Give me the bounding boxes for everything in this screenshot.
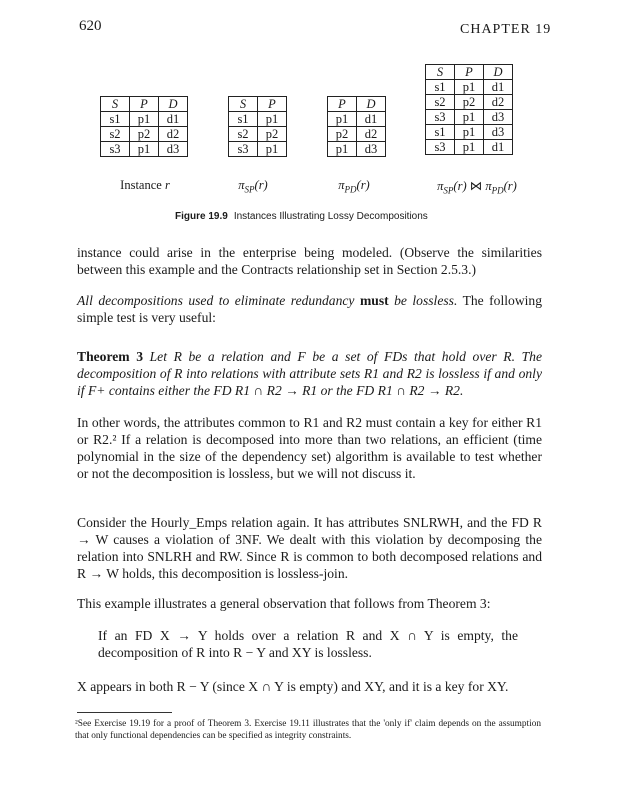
paragraph-2-emph-c: be lossless. [394,293,458,308]
table-cell: d1 [159,112,188,127]
paragraph-4: Consider the Hourly_Emps relation again. It has attributes SNLRWH, and the FD R → W causes a violation of 3NF. We dealt with this violation by decomposing the relation into SNLRH and RW. Since R is common to both decomposed relations and R → W holds, this decomposition is lossless-join. [77,515,542,581]
table-cell: p2 [258,127,287,142]
column-header: D [159,97,188,112]
caption-projection-pd: $\pi_{PD}(r)$ [338,178,370,195]
table-cell: p1 [258,112,287,127]
paragraph-7: X appears in both R − Y (since X ∩ Y is empty) and XY, and it is a key for XY. [77,679,509,694]
table-cell: p1 [455,125,484,140]
table-row [328,142,386,157]
table-cell: p2 [455,95,484,110]
table-cell: p1 [455,80,484,95]
table-header-row [426,65,513,80]
table-projection-sp [228,96,287,157]
column-header: S [101,97,130,112]
table-cell: d2 [159,127,188,142]
table-cell: s2 [426,95,455,110]
column-header: P [455,65,484,80]
table-cell: s3 [101,142,130,157]
table-cell: s2 [229,127,258,142]
footnote-rule [77,712,172,713]
table-cell: p1 [328,142,357,157]
figure-caption-text: Instances Illustrating Lossy Decompositions [233,211,428,222]
column-header: S [229,97,258,112]
table-instance-r [100,96,188,157]
table-projection-pd [327,96,386,157]
table-row [101,127,188,142]
table-row [229,142,287,157]
table-cell: d1 [484,80,513,95]
column-header: P [130,97,159,112]
column-header: D [484,65,513,80]
table-header-row [101,97,188,112]
table-cell: d3 [159,142,188,157]
chapter-heading: CHAPTER 19 [460,22,552,37]
table-cell: s3 [426,110,455,125]
table-cell: s3 [229,142,258,157]
table-row [229,112,287,127]
table-cell: d1 [357,112,386,127]
table-row [426,110,513,125]
figure-label: Figure 19.9 [175,211,228,222]
column-header: P [328,97,357,112]
paragraph-2-emph-a: All decompositions used to eliminate redundancy [77,293,355,308]
paragraph-1: instance could arise in the enterprise being modeled. (Observe the similarities between this example and the Contracts relationship set in Section 2.5.3.) [77,245,542,277]
theorem-3 [77,348,542,399]
table-row [101,142,188,157]
table-row [426,125,513,140]
table-row [229,127,287,142]
page-number: 620 [79,18,102,34]
column-header: D [357,97,386,112]
table-row [328,112,386,127]
table-cell: p1 [130,142,159,157]
table-header-row [229,97,287,112]
paragraph-3: In other words, the attributes common to R1 and R2 must contain a key for either R1 or R2.² If a relation is decomposed into more than two relations, an efficient (time polynomial in the size of the dependency set) algorithm is available to test whether or not the decomposition is lossless, but we will not discuss it. [77,415,542,481]
table-cell: p1 [258,142,287,157]
footnote: ²See Exercise 19.19 for a proof of Theorem 3. Exercise 19.11 illustrates that the 'only if' claim depends on the assumption that only functional dependencies can be specified as integrity constraints. [75,719,541,741]
table-row [426,140,513,155]
table-row [426,80,513,95]
paragraph-2 [77,292,542,326]
table-cell: p1 [130,112,159,127]
paragraph-2-rest: The following simple test is very useful: [77,293,543,325]
caption-instance-r: Instance r [120,178,170,192]
table-natural-join [425,64,513,155]
caption-natural-join: $\pi_{SP}(r)$ ⋈ $\pi_{PD}(r)$ [437,179,517,196]
theorem-body: Let R be a relation and F be a set of FDs that hold over R. The decomposition of R into relations with attribute sets R1 and R2 is lossless if and only if F+ contains either the FD R1 ∩ R2 → R1 or the FD R1 ∩ R2 → R2. [77,349,542,398]
table-cell: d3 [357,142,386,157]
column-header: P [258,97,287,112]
table-cell: p1 [455,140,484,155]
table-cell: s1 [101,112,130,127]
column-header: S [426,65,455,80]
figure-caption [175,211,428,222]
table-cell: s1 [229,112,258,127]
table-cell: p1 [328,112,357,127]
table-cell: s2 [101,127,130,142]
caption-projection-sp: $\pi_{SP}(r)$ [238,178,268,195]
table-cell: d3 [484,125,513,140]
table-cell: p2 [328,127,357,142]
theorem-label: Theorem 3 [77,349,143,364]
table-cell: s1 [426,125,455,140]
table-cell: d1 [484,140,513,155]
table-cell: p1 [455,110,484,125]
table-cell: d2 [357,127,386,142]
table-header-row [328,97,386,112]
paragraph-2-must: must [359,293,389,308]
paragraph-5: This example illustrates a general observation that follows from Theorem 3: [77,596,491,611]
table-row [101,112,188,127]
observation: If an FD X → Y holds over a relation R and X ∩ Y is empty, the decomposition of R into R − Y and XY is lossless. [98,628,518,660]
table-cell: p2 [130,127,159,142]
table-cell: s1 [426,80,455,95]
table-row [426,95,513,110]
table-cell: d3 [484,110,513,125]
table-cell: s3 [426,140,455,155]
table-cell: d2 [484,95,513,110]
table-row [328,127,386,142]
